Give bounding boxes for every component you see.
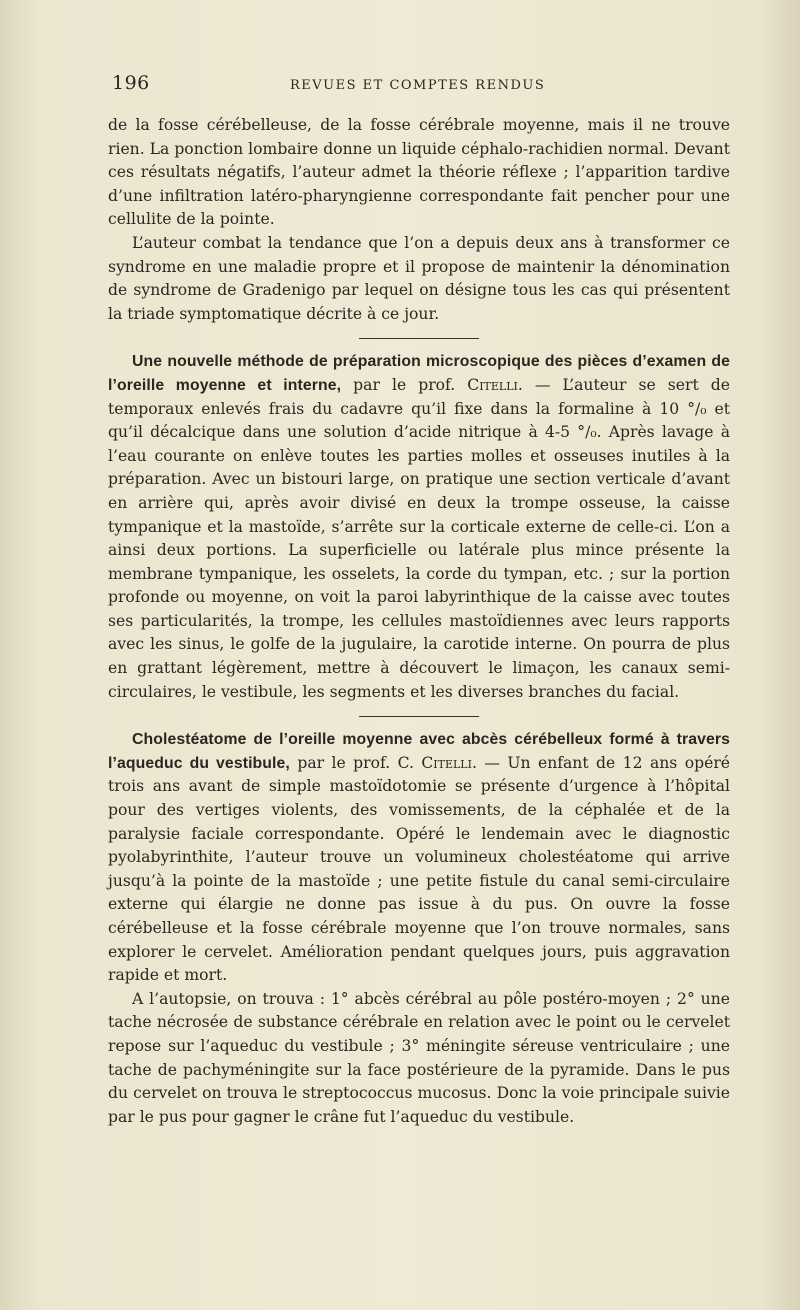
page-body (108, 114, 730, 1129)
section-divider (359, 338, 479, 339)
section-divider (359, 716, 479, 717)
article-body: . — L’auteur se sert de temporaux enlevés frais du cadavre qu’il fixe dans la formaline à 10 °/₀ et qu’il décalcique dans une solution d’acide nitrique à 4-5 °/₀. Après lavage à l’eau courante on enlève toutes les parties molles et osseuses inutiles à la préparation. Avec un bistouri large, on pratique une section verticale d’avant en arrière qui, après avoir divisé en deux la trompe osseuse, la caisse tympanique et la mastoïde, s’arrête sur la corticale externe de celle-ci. L’on a ainsi deux portions. La superficielle ou latérale plus mince présente la membrane tympanique, les osselets, la corde du tympan, etc. ; sur la portion profonde ou moyenne, on voit la paroi labyrinthique de la caisse avec toutes ses particularités, la trompe, les cellules mastoïdiennes avec leurs rapports avec les sinus, le golfe de la jugulaire, la carotide interne. On pourra de plus en grattant légèrement, mettre à découvert le limaçon, les canaux semi-circulaires, le vestibule, les segments et les diverses branches du facial. (108, 375, 730, 701)
article-title: Une nouvelle méthode de préparation microscopique des pièces d’examen de l’oreille moyenne et interne, (108, 353, 730, 394)
article-author: Citelli (421, 753, 472, 772)
article-title: Cholestéatome de l’oreille moyenne avec abcès cérébelleux formé à travers l’aqueduc du vestibule, (108, 731, 730, 772)
paragraph-gradenigo: L’auteur combat la tendance que l’on a depuis deux ans à transformer ce syndrome en une maladie propre et il propose de maintenir la dénomination de syndrome de Gradenigo par lequel on désigne tous les cas qui présentent la triade symptomatique décrite à ce jour. (108, 233, 730, 323)
page-number: 196 (112, 72, 150, 94)
running-head: REVUES ET COMPTES RENDUS (290, 78, 546, 93)
paragraph-continued: de la fosse cérébelleuse, de la fosse cérébrale moyenne, mais il ne trouve rien. La ponction lombaire donne un liquide céphalo-rachidien normal. Devant ces résultats négatifs, l’auteur admet la théorie réflexe ; l’apparition tardive d’une infiltration latéro-pharyngienne correspondante fait pencher pour une cellulite de la pointe. (108, 116, 730, 229)
article-microscopic-method (108, 350, 730, 704)
page-header (112, 72, 722, 100)
article-byline: par le prof. C. (289, 753, 422, 772)
article-body: . — Un enfant de 12 ans opéré trois ans avant de simple mastoïdotomie se présente d’urgence à l’hôpital pour des vertiges violents, des vomissements, de la céphalée et de la paralysie faciale correspondante. Opéré le lendemain avec le diagnostic pyolabyrinthite, l’auteur trouve un volumineux cholestéatome qui arrive jusqu’à la pointe de la mastoïde ; une petite fistule du canal semi-circulaire externe qui élargie ne donne pas issue à du pus. On ouvre la fosse cérébelleuse et la fosse cérébrale moyenne que l’on trouve normales, sans explorer le cervelet. Amélioration pendant quelques jours, puis aggravation rapide et mort. (108, 753, 731, 985)
article-author: Citelli (467, 375, 518, 394)
article-cholesteatoma (108, 728, 730, 988)
article-byline: par le prof. (341, 375, 468, 394)
paragraph-autopsy: A l’autopsie, on trouva : 1° abcès cérébral au pôle postéro-moyen ; 2° une tache nécrosée de substance cérébrale en relation avec le point ou le cervelet repose sur l’aqueduc du vestibule ; 3° méningite séreuse ventriculaire ; une tache de pachyméningite sur la face postérieure de la pyramide. Dans le pus du cervelet on trouva le streptococcus mucosus. Donc la voie principale suivie par le pus pour gagner le crâne fut l’aqueduc du vestibule. (108, 989, 730, 1126)
